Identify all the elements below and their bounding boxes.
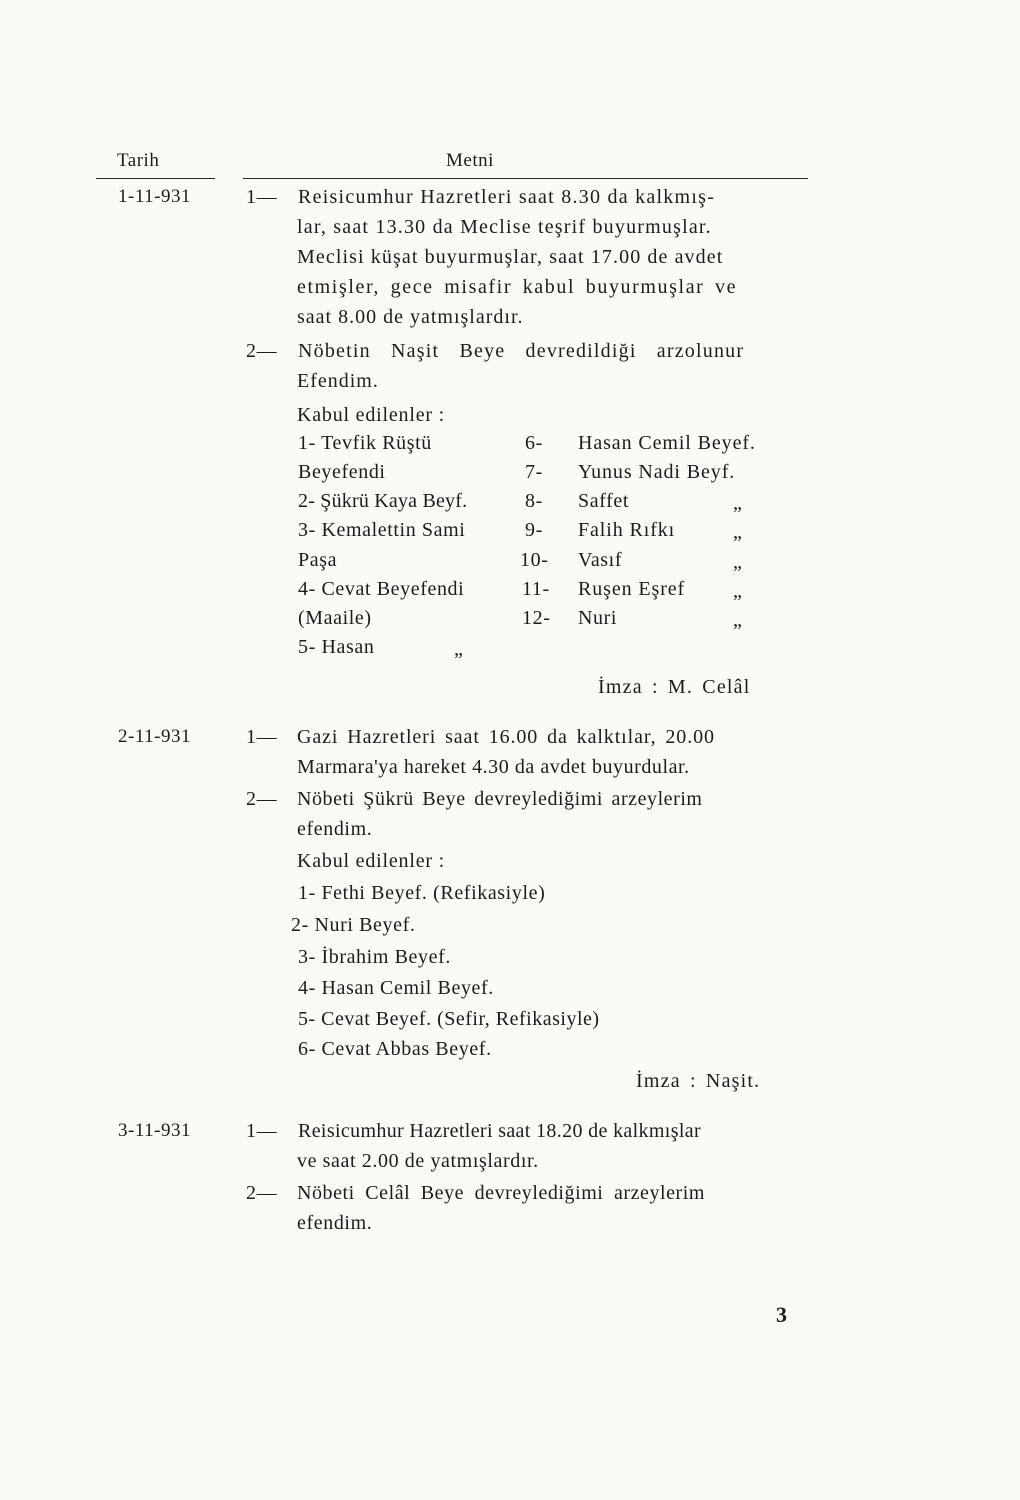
accepted-label: Kabul edilenler :	[297, 850, 445, 872]
page-number: 3	[776, 1302, 787, 1327]
text-line: Reisicumhur Hazretleri saat 18.20 de kalkmışlar	[298, 1120, 701, 1142]
guest-list-number: 9-	[525, 519, 543, 541]
item-number: 1—	[246, 1120, 278, 1142]
guest-list-item: 4- Hasan Cemil Beyef.	[298, 977, 494, 999]
column-header-date: Tarih	[117, 150, 160, 171]
ditto-mark: „	[733, 521, 743, 543]
guest-list-item: Beyefendi	[298, 461, 386, 483]
column-header-text: Metni	[446, 150, 494, 171]
text-line: Gazi Hazretleri saat 16.00 da kalktılar, 20.00	[297, 726, 715, 748]
ditto-mark: „	[733, 580, 743, 602]
guest-list-item: 6- Cevat Abbas Beyef.	[298, 1038, 492, 1060]
guest-list-name: Nuri	[578, 607, 618, 629]
guest-list-number: 7-	[525, 461, 543, 483]
guest-list-name: Vasıf	[578, 549, 623, 571]
item-number: 1—	[246, 726, 278, 748]
text-line: lar, saat 13.30 da Meclise teşrif buyurmuşlar.	[297, 216, 712, 238]
text-line: Nöbetin Naşit Beye devredildiği arzolunur	[298, 340, 745, 362]
guest-list-number: 8-	[525, 490, 543, 512]
guest-list-number: 10-	[520, 549, 549, 571]
guest-list-name: Ruşen Eşref	[578, 578, 686, 600]
text-line: Reisicumhur Hazretleri saat 8.30 da kalkmış-	[298, 186, 716, 208]
guest-list-item: 3- İbrahim Beyef.	[298, 946, 451, 968]
guest-list-number: 6-	[525, 432, 543, 454]
entry-date: 2-11-931	[118, 726, 191, 747]
guest-list-item: 3- Kemalettin Sami	[298, 519, 466, 541]
ditto-mark: „	[733, 492, 743, 514]
item-number: 2—	[246, 788, 278, 810]
guest-list-item: 5- Cevat Beyef. (Sefir, Refikasiyle)	[298, 1008, 600, 1030]
signature: İmza : M. Celâl	[598, 676, 751, 698]
guest-list-item: Paşa	[298, 549, 338, 571]
item-number: 1—	[246, 186, 278, 208]
guest-list-item: 1- Fethi Beyef. (Refikasiyle)	[298, 882, 546, 904]
text-line: Marmara'ya hareket 4.30 da avdet buyurdular.	[297, 756, 690, 778]
entry-date: 1-11-931	[118, 186, 191, 207]
text-line: Efendim.	[297, 370, 379, 392]
signature: İmza : Naşit.	[636, 1070, 761, 1092]
accepted-label: Kabul edilenler :	[297, 404, 445, 426]
text-line: Nöbeti Şükrü Beye devreylediğimi arzeylerim	[297, 788, 703, 810]
guest-list-name: Falih Rıfkı	[578, 519, 676, 541]
guest-list-name: Hasan Cemil Beyef.	[578, 432, 756, 454]
guest-list-item: 2- Şükrü Kaya Beyf.	[298, 490, 468, 512]
text-line: ve saat 2.00 de yatmışlardır.	[297, 1150, 539, 1172]
guest-list-name: Yunus Nadi Beyf.	[578, 461, 736, 483]
header-rule	[96, 178, 215, 179]
text-line: Nöbeti Celâl Beye devreylediğimi arzeylerim	[297, 1182, 705, 1204]
item-number: 2—	[246, 1182, 278, 1204]
text-line: efendim.	[297, 818, 373, 840]
guest-list-item: 1- Tevfik Rüştü	[298, 432, 432, 454]
item-number: 2—	[246, 340, 278, 362]
text-line: Meclisi küşat buyurmuşlar, saat 17.00 de avdet	[297, 246, 724, 268]
guest-list-item: 5- Hasan	[298, 636, 375, 658]
guest-list-item: 4- Cevat Beyefendi	[298, 578, 465, 600]
guest-list-number: 12-	[522, 607, 551, 629]
text-line: efendim.	[297, 1212, 373, 1234]
guest-list-item: 2- Nuri Beyef.	[291, 914, 416, 936]
guest-list-name: Saffet	[578, 490, 629, 512]
guest-list-number: 11-	[522, 578, 550, 600]
ditto-mark: „	[733, 551, 743, 573]
text-line: etmişler, gece misafir kabul buyurmuşlar ve	[297, 276, 738, 298]
entry-date: 3-11-931	[118, 1120, 191, 1141]
header-rule	[243, 178, 808, 179]
text-line: saat 8.00 de yatmışlardır.	[297, 306, 524, 328]
guest-list-item: (Maaile)	[298, 607, 372, 629]
ditto-mark: „	[733, 609, 743, 631]
ditto-mark: „	[454, 638, 464, 660]
